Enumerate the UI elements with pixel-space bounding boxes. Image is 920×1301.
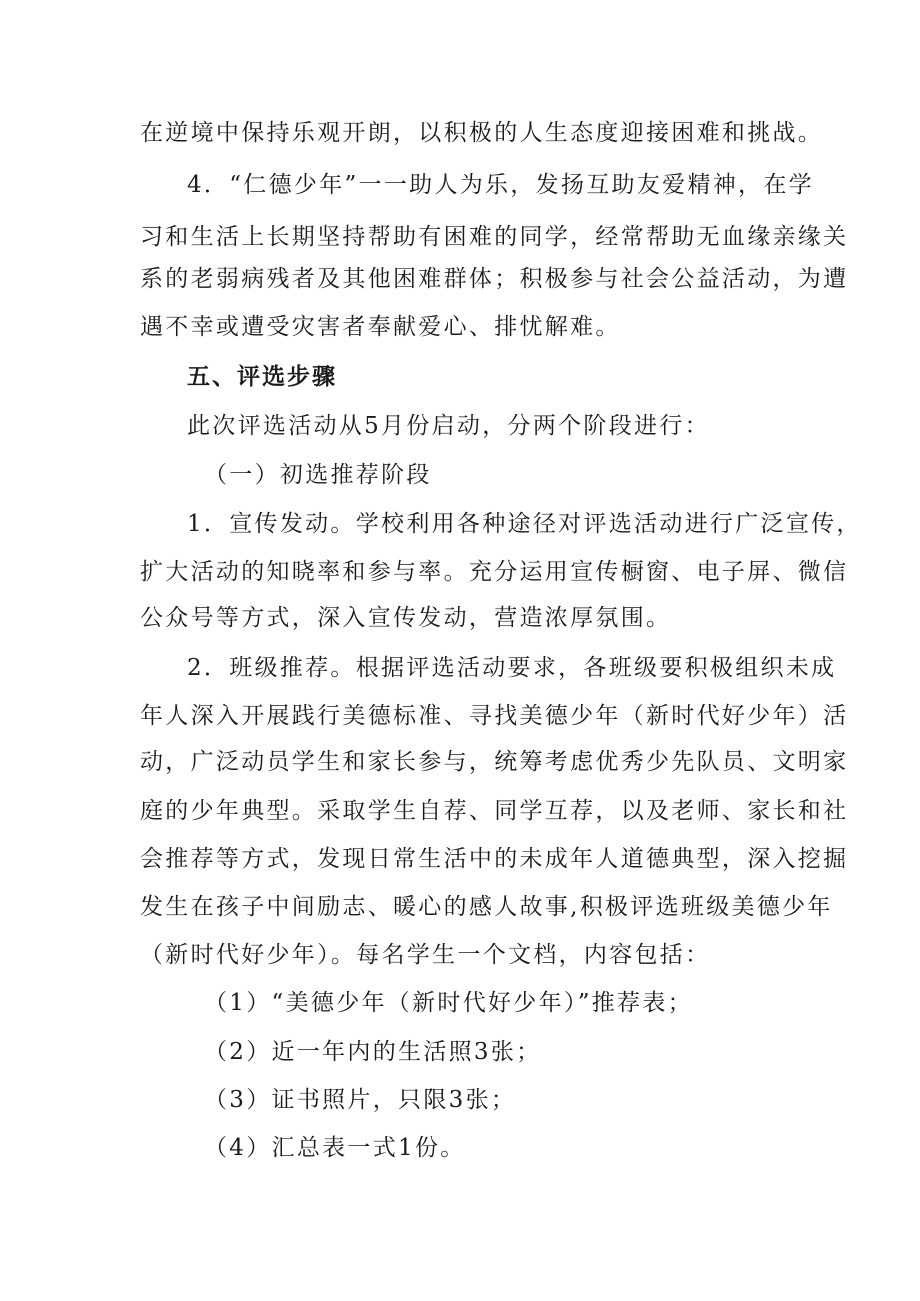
paragraph-line: 2．班级推荐。根据评选活动要求，各班级要积极组织未成: [187, 655, 837, 681]
paragraph-line: 扩大活动的知晓率和参与率。充分运用宣传橱窗、电子屏、微信: [140, 559, 849, 585]
paragraph-line: 遇不幸或遭受灾害者奉献爱心、排忧解难。: [140, 314, 621, 340]
paragraph-line: 在逆境中保持乐观开朗，以积极的人生态度迎接困难和挑战。: [140, 120, 824, 146]
list-item: （4）汇总表一式1份。: [204, 1135, 466, 1161]
list-item: （1）“美德少年（新时代好少年）”推荐表；: [204, 990, 693, 1016]
list-item: （3）证书照片，只限3张；: [204, 1087, 517, 1113]
paragraph-line: 此次评选活动从5月份启动，分两个阶段进行：: [187, 413, 710, 439]
paragraph-line: 系的老弱病残者及其他困难群体；积极参与社会公益活动，为遭: [140, 266, 849, 292]
paragraph-line: 会推荐等方式，发现日常生活中的未成年人道德典型，深入挖掘: [140, 846, 849, 872]
paragraph-line: 动，广泛动员学生和家长参与，统筹考虑优秀少先队员、文明家: [140, 749, 849, 775]
paragraph-line: 4．“仁德少年”一一助人为乐，发扬互助友爱精神，在学: [187, 172, 814, 198]
subsection-heading: （一）初选推荐阶段: [204, 462, 432, 488]
list-item: （2）近一年内的生活照3张；: [204, 1039, 542, 1065]
paragraph-line: 庭的少年典型。采取学生自荐、同学互荐，以及老师、家长和社: [140, 798, 849, 824]
section-heading: 五、评选步骤: [187, 364, 337, 390]
paragraph-line: 习和生活上长期坚持帮助有困难的同学，经常帮助无血缘亲缘关: [140, 224, 849, 250]
paragraph-line: 1．宣传发动。学校利用各种途径对评选活动进行广泛宣传，: [187, 511, 862, 537]
paragraph-line: 公众号等方式，深入宣传发动，营造浓厚氛围。: [140, 605, 672, 631]
paragraph-line: 发生在孩子中间励志、暖心的感人故事,积极评选班级美德少年: [140, 894, 833, 920]
paragraph-line: 年人深入开展践行美德标准、寻找美德少年（新时代好少年）活: [140, 703, 849, 729]
paragraph-line: （新时代好少年）。每名学生一个文档，内容包括：: [140, 942, 711, 968]
